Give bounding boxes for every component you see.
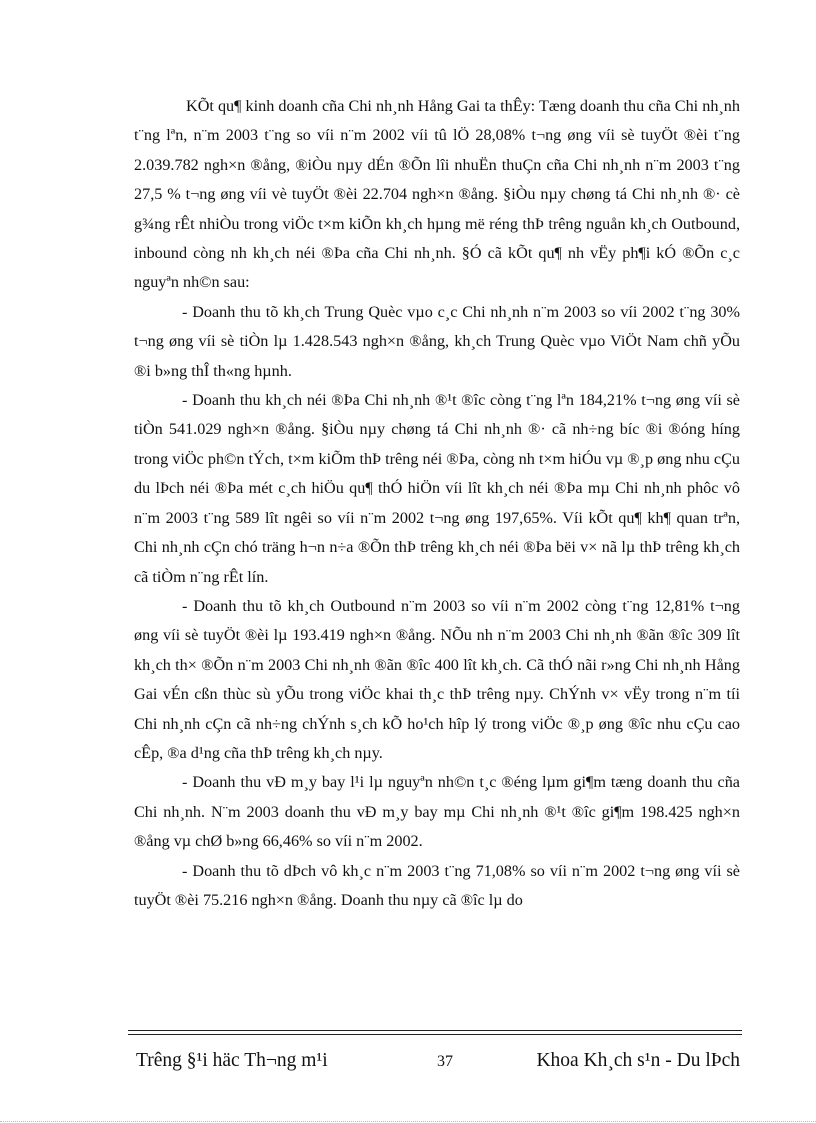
footer-rule-top — [128, 1030, 742, 1031]
paragraph-air-tickets: - Doanh thu vÐ m¸y bay l¹i lµ nguyªn nh©n t¸c ®éng lµm gi¶m tæng doanh thu cña Chi nh¸nh. N¨m 2003 doanh thu vÐ m¸y bay mµ Chi nh¸nh ®¹t ®îc gi¶m 198.425 ngh×n ®ång vµ chØ b»ng 66,46% so víi n¨m 2002. — [134, 773, 740, 851]
paragraph-outbound-guests: - Doanh thu tõ kh¸ch Outbound n¨m 2003 so víi n¨m 2002 còng t¨ng 12,81% t¬ng øng víi sè tuyÖt ®èi lµ 193.419 ngh×n ®ång. NÕu nh n¨m 2003 Chi nh¸nh ®ãn ®îc 309 lît kh¸ch th× ®Õn n¨m 2003 Chi nh¸nh ®ãn ®îc 400 lît kh¸ch. Cã thÓ nãi r»ng Chi nh¸nh Hång Gai vÉn cßn thùc sù yÕu trong viÖc khai th¸c thÞ trêng nµy. ChÝnh v× vËy trong n¨m tíi Chi nh¸nh cÇn cã nh÷ng chÝnh s¸ch kÕ ho¹ch hîp lý trong viÖc ®¸p øng ®îc nhu cÇu cao cÊp, ®a d¹ng cña thÞ trêng kh¸ch nµy. — [134, 596, 740, 762]
page-edge-divider — [0, 1121, 816, 1122]
paragraph-domestic-guests: - Doanh thu kh¸ch néi ®Þa Chi nh¸nh ®¹t ®îc còng t¨ng lªn 184,21% t¬ng øng víi sè tiÒn 541.029 ngh×n ®ång. §iÒu nµy chøng tá Chi nh¸nh ®· cã nh÷ng bíc ®i ®óng híng trong viÖc ph©n tÝch, t×m kiÕm thÞ trêng néi ®Þa, còng nh t×m hiÓu vµ ®¸p øng nhu cÇu du lÞch néi ®Þa mét c¸ch hiÖu qu¶ thÓ hiÖn víi lît kh¸ch néi ®Þa mµ Chi nh¸nh phôc vô n¨m 2003 t¨ng 589 lît ngêi so víi n¨m 2002 t¬ng øng 197,65%. Víi kÕt qu¶ kh¶ quan trªn, Chi nh¸nh cÇn chó träng h¬n n÷a ®Õn thÞ trêng kh¸ch néi ®Þa bëi v× nã lµ thÞ trêng kh¸ch cã tiÒm n¨ng rÊt lín. — [134, 391, 740, 586]
footer-rule-bottom — [128, 1034, 742, 1035]
paragraph-intro: KÕt qu¶ kinh doanh cña Chi nh¸nh Hång Gai ta thÊy: Tæng doanh thu cña Chi nh¸nh t¨ng lªn, n¨m 2003 t¨ng so víi n¨m 2002 víi tû lÖ 28,08% t¬ng øng víi sè tuyÖt ®èi t¨ng 2.039.782 ngh×n ®ång, ®iÒu nµy dÉn ®Õn lîi nhuËn thuÇn cña Chi nh¸nh n¨m 2003 t¨ng 27,5 % t¬ng øng víi vè tuyÖt ®èi 22.704 ngh×n ®ång. §iÒu nµy chøng tá Chi nh¸nh ®· cè g¾ng rÊt nhiÒu trong viÖc t×m kiÕn kh¸ch hµng më réng thÞ trêng nguån kh¸ch Outbound, inbound còng nh kh¸ch néi ®Þa cña Chi nh¸nh. §Ó cã kÕt qu¶ nh vËy ph¶i kÓ ®Õn c¸c nguyªn nh©n sau: — [134, 97, 740, 292]
paragraph-chinese-guests: - Doanh thu tõ kh¸ch Trung Quèc vµo c¸c Chi nh¸nh n¨m 2003 so víi 2002 t¨ng 30% t¬ng øng víi sè tiÒn lµ 1.428.543 ngh×n ®ång, kh¸ch Trung Quèc vµo ViÖt Nam chñ yÕu ®i b»ng thÎ th«ng hµnh. — [134, 302, 740, 380]
paragraph-other-services: - Doanh thu tõ dÞch vô kh¸c n¨m 2003 t¨ng 71,08% so víi n¨m 2002 t¬ng øng víi sè tuyÖt ®èi 75.216 ngh×n ®ång. Doanh thu nµy cã ®îc lµ do — [134, 861, 740, 909]
footer-faculty: Khoa Kh¸ch s¹n - Du lÞch — [536, 1050, 740, 1071]
footer-university: Trêng §¹i häc Th¬ng m¹i — [136, 1050, 328, 1071]
page-footer — [134, 1050, 740, 1080]
page-number: 37 — [437, 1053, 453, 1070]
body-text — [134, 92, 740, 915]
